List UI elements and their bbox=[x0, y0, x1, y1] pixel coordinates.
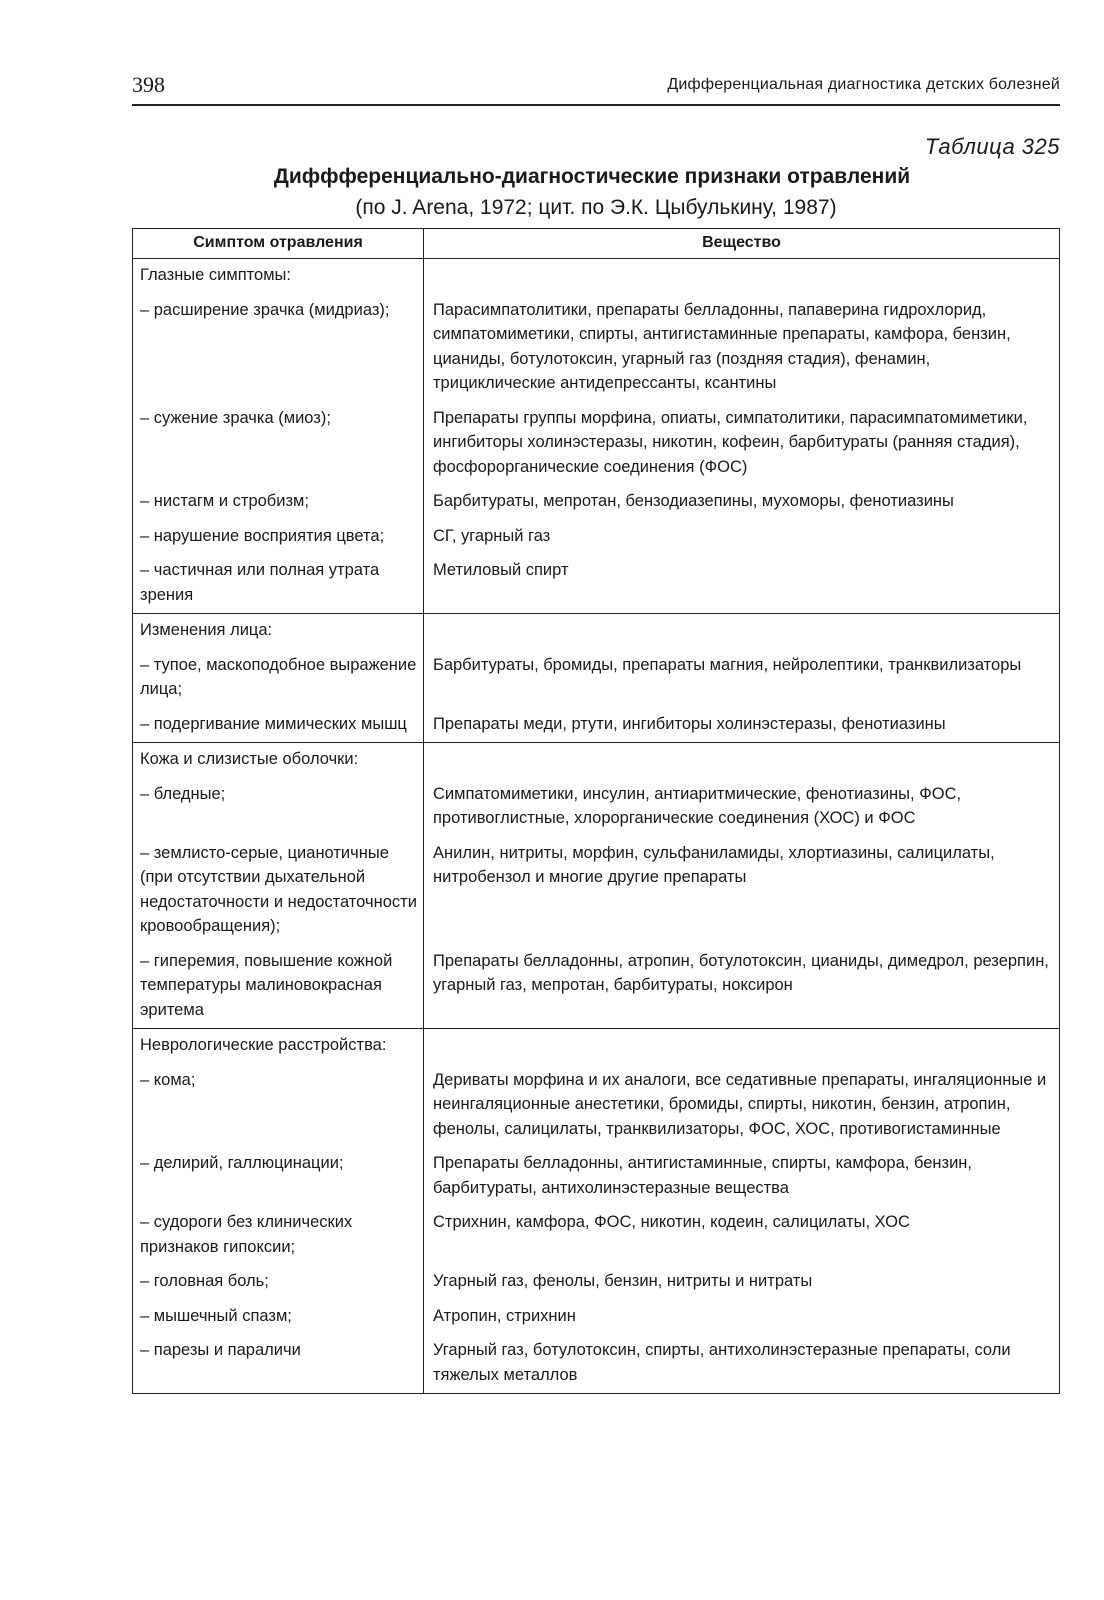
symptom-cell: – кома; bbox=[133, 1064, 424, 1148]
table-row bbox=[133, 778, 1060, 837]
page-number: 398 bbox=[132, 72, 165, 97]
substance-cell: Препараты группы морфина, опиаты, симпатолитики, парасимпатомиметики, ингибиторы холинэстеразы, никотин, кофеин, барбитураты (ранняя стадия), фосфорорганические соединения (ФОС) bbox=[424, 402, 1060, 486]
substance-cell: Препараты меди, ртути, ингибиторы холинэстеразы, фенотиазины bbox=[424, 708, 1060, 743]
running-title: Дифференциальная диагностика детских болезней bbox=[667, 76, 1060, 93]
poisoning-signs-table bbox=[132, 228, 1060, 1394]
substance-cell: СГ, угарный газ bbox=[424, 520, 1060, 555]
column-header-substance: Вещество bbox=[424, 229, 1060, 259]
substance-cell: Препараты белладонны, антигистаминные, спирты, камфора, бензин, барбитураты, антихолинэстеразные вещества bbox=[424, 1147, 1060, 1206]
group-title: Изменения лица: bbox=[133, 614, 424, 649]
substance-cell: Барбитураты, бромиды, препараты магния, нейролептики, транквилизаторы bbox=[424, 649, 1060, 708]
group-title-substance-empty bbox=[424, 743, 1060, 778]
table-row bbox=[133, 402, 1060, 486]
column-header-symptom: Симптом отравления bbox=[133, 229, 424, 259]
substance-cell: Угарный газ, ботулотоксин, спирты, антихолинэстеразные препараты, соли тяжелых металлов bbox=[424, 1334, 1060, 1394]
symptom-cell: – сужение зрачка (миоз); bbox=[133, 402, 424, 486]
substance-cell: Метиловый спирт bbox=[424, 554, 1060, 614]
table-row bbox=[133, 708, 1060, 743]
substance-cell: Препараты белладонны, атропин, ботулотоксин, цианиды, димедрол, резерпин, угарный газ, мепротан, барбитураты, ноксирон bbox=[424, 945, 1060, 1029]
table-row bbox=[133, 520, 1060, 555]
group-title-substance-empty bbox=[424, 259, 1060, 294]
symptom-cell: – бледные; bbox=[133, 778, 424, 837]
symptom-cell: – нистагм и стробизм; bbox=[133, 485, 424, 520]
page-header bbox=[132, 70, 1060, 106]
symptom-cell: – гиперемия, повышение кожной температуры малиновокрасная эритема bbox=[133, 945, 424, 1029]
group-title: Кожа и слизистые оболочки: bbox=[133, 743, 424, 778]
table-row bbox=[133, 1206, 1060, 1265]
group-title: Глазные симптомы: bbox=[133, 259, 424, 294]
table-row bbox=[133, 945, 1060, 1029]
substance-cell: Атропин, стрихнин bbox=[424, 1300, 1060, 1335]
table-header-row bbox=[133, 229, 1060, 259]
symptom-cell: – расширение зрачка (мидриаз); bbox=[133, 294, 424, 402]
group-title: Неврологические расстройства: bbox=[133, 1029, 424, 1064]
symptom-cell: – нарушение восприятия цвета; bbox=[133, 520, 424, 555]
symptom-cell: – тупое, маскоподобное выражение лица; bbox=[133, 649, 424, 708]
table-row bbox=[133, 1265, 1060, 1300]
substance-cell: Стрихнин, камфора, ФОС, никотин, кодеин, салицилаты, ХОС bbox=[424, 1206, 1060, 1265]
group-title-row bbox=[133, 1029, 1060, 1064]
symptom-cell: – мышечный спазм; bbox=[133, 1300, 424, 1335]
table-row bbox=[133, 837, 1060, 945]
symptom-cell: – землисто-серые, цианотичные (при отсутствии дыхательной недостаточности и недостаточности кровообращения); bbox=[133, 837, 424, 945]
symptom-cell: – парезы и параличи bbox=[133, 1334, 424, 1394]
table-row bbox=[133, 485, 1060, 520]
symptom-cell: – частичная или полная утрата зрения bbox=[133, 554, 424, 614]
substance-cell: Симпатомиметики, инсулин, антиаритмические, фенотиазины, ФОС, противоглистные, хлорорганические соединения (ХОС) и ФОС bbox=[424, 778, 1060, 837]
group-title-substance-empty bbox=[424, 614, 1060, 649]
substance-cell: Барбитураты, мепротан, бензодиазепины, мухоморы, фенотиазины bbox=[424, 485, 1060, 520]
table-title: Дифффеpенциально-диагностические признаки отравлений bbox=[273, 165, 911, 188]
table-row bbox=[133, 1300, 1060, 1335]
table-row bbox=[133, 649, 1060, 708]
table-row bbox=[133, 554, 1060, 614]
table-row bbox=[133, 1334, 1060, 1394]
group-title-substance-empty bbox=[424, 1029, 1060, 1064]
table-subtitle: (по J. Arena, 1972; цит. по Э.К. Цыбулькину, 1987) bbox=[355, 196, 837, 219]
substance-cell: Анилин, нитриты, морфин, сульфаниламиды, хлортиазины, салицилаты, нитробензол и многие другие препараты bbox=[424, 837, 1060, 945]
table-row bbox=[133, 294, 1060, 402]
symptom-cell: – подергивание мимических мышц bbox=[133, 708, 424, 743]
symptom-cell: – головная боль; bbox=[133, 1265, 424, 1300]
group-title-row bbox=[133, 614, 1060, 649]
table-label: Таблица 325 bbox=[924, 134, 1060, 159]
group-title-row bbox=[133, 259, 1060, 294]
substance-cell: Дериваты морфина и их аналоги, все седативные препараты, ингаляционные и неингаляционные анестетики, бромиды, спирты, никотин, бензин, атропин, фенолы, салицилаты, транквилизаторы, ФОС, ХОС, противогистаминные bbox=[424, 1064, 1060, 1148]
symptom-cell: – делирий, галлюцинации; bbox=[133, 1147, 424, 1206]
symptom-cell: – судороги без клинических признаков гипоксии; bbox=[133, 1206, 424, 1265]
table-row bbox=[133, 1064, 1060, 1148]
substance-cell: Парасимпатолитики, препараты белладонны, папаверина гидрохлорид, симпатомиметики, спирты, антигистаминные препараты, камфора, бензин, цианиды, ботулотоксин, угарный газ (поздняя стадия), фенамин, трициклические антидепрессанты, ксантины bbox=[424, 294, 1060, 402]
substance-cell: Угарный газ, фенолы, бензин, нитриты и нитраты bbox=[424, 1265, 1060, 1300]
table-row bbox=[133, 1147, 1060, 1206]
group-title-row bbox=[133, 743, 1060, 778]
